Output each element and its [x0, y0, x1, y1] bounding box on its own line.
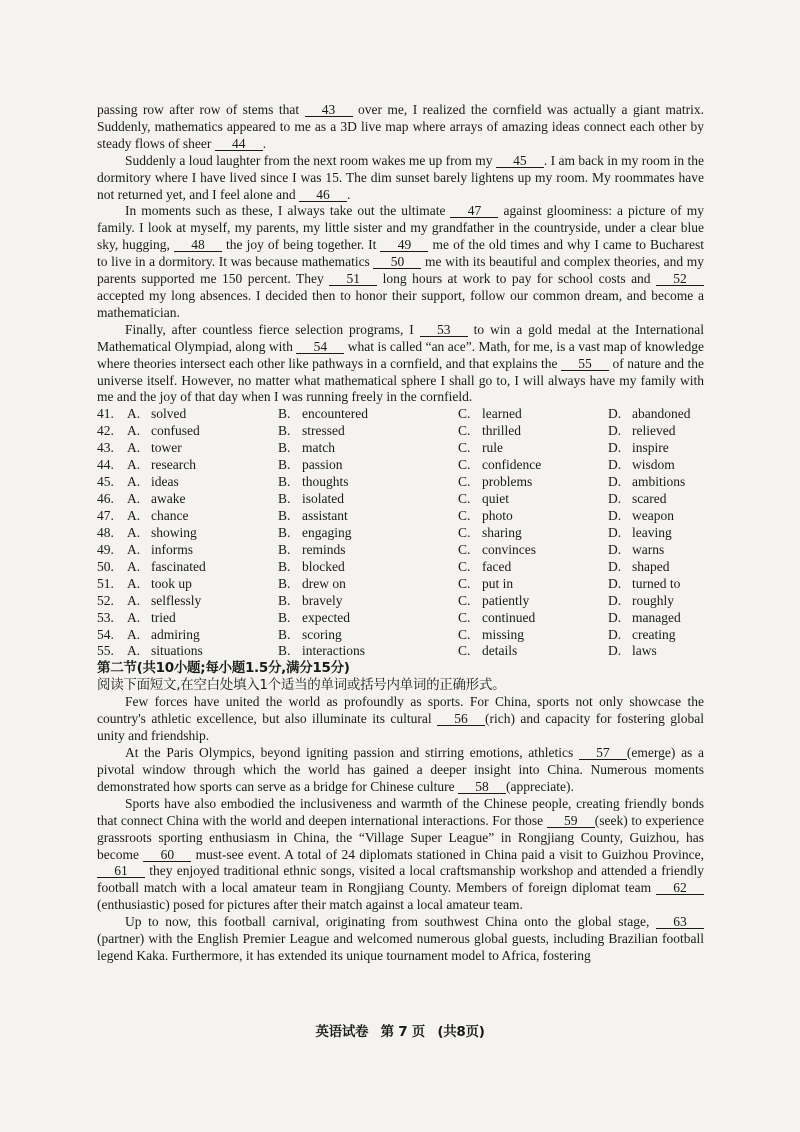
option-text: encountered — [302, 406, 368, 422]
option-c[interactable] — [458, 593, 608, 610]
option-d[interactable] — [608, 406, 704, 423]
option-text: bravely — [302, 592, 343, 608]
option-b[interactable] — [278, 491, 458, 508]
option-text: blocked — [302, 558, 345, 574]
option-text: passion — [302, 457, 343, 473]
option-c[interactable] — [458, 610, 608, 627]
paragraph-text: (enthusiastic) posed for pictures after their match against a local amateur team. — [97, 897, 523, 913]
option-a[interactable] — [127, 643, 278, 660]
option-text: engaging — [302, 524, 352, 540]
option-a[interactable] — [127, 457, 278, 474]
paragraph-text: . I am back in my room in the dormitory where I have lived since I was 15. The dim sunset barely lightens up my room. My roommates have not returned yet, and I feel alone and — [97, 152, 705, 202]
option-d[interactable] — [608, 610, 704, 627]
option-a[interactable] — [127, 423, 278, 440]
option-letter: B. — [278, 474, 291, 490]
paragraph-text: accepted my long absences. I decided then to honor their support, follow our common dream, and become a mathematician. — [97, 287, 704, 320]
option-letter: A. — [127, 406, 141, 422]
option-b[interactable] — [278, 627, 458, 644]
option-b[interactable] — [278, 610, 458, 627]
option-text: interactions — [302, 643, 365, 659]
option-text: put in — [482, 575, 514, 591]
option-letter: A. — [127, 457, 141, 473]
paragraph-text: me with its beautiful and complex theories, and my parents supported me 150 percent. They — [97, 254, 705, 287]
option-c[interactable] — [458, 542, 608, 559]
option-d[interactable] — [608, 643, 704, 660]
paragraph-text: they enjoyed traditional ethnic songs, visited a local craftsmanship workshop and attended a friendly football match with a local amateur team in Rongjiang County. Members of foreign diplomat team — [97, 863, 704, 896]
option-text: assistant — [302, 507, 348, 523]
answer-blank[interactable]: 62 — [656, 881, 704, 895]
question-number: 51. — [97, 575, 114, 591]
option-text: confidence — [482, 457, 542, 473]
option-letter: D. — [608, 474, 622, 490]
option-text: missing — [482, 626, 525, 642]
paragraph — [97, 102, 704, 153]
paragraph — [97, 153, 704, 204]
paragraph-text: Suddenly a loud laughter from the next room wakes me up from my — [125, 152, 496, 168]
option-c[interactable] — [458, 643, 608, 660]
option-row — [97, 406, 704, 423]
option-text: thrilled — [482, 423, 521, 439]
option-letter: C. — [458, 440, 471, 456]
paragraph-text: (seek) to experience grassroots sporting enthusiasm in China, the “Village Super League” in Rongjiang County, Guizhou, has become — [97, 812, 704, 862]
option-d[interactable] — [608, 525, 704, 542]
paragraph-text: to win a gold medal at the International Mathematical Olympiad, along with — [97, 321, 705, 354]
option-d[interactable] — [608, 542, 704, 559]
option-letter: C. — [458, 626, 471, 642]
option-row — [97, 440, 704, 457]
option-text: creating — [632, 626, 676, 642]
option-b[interactable] — [278, 440, 458, 457]
option-row — [97, 457, 704, 474]
option-letter: C. — [458, 457, 471, 473]
answer-blank[interactable]: 52 — [656, 272, 704, 286]
option-a[interactable] — [127, 406, 278, 423]
option-letter: C. — [458, 541, 471, 557]
option-text: inspire — [632, 440, 669, 456]
option-letter: D. — [608, 541, 622, 557]
option-letter: A. — [127, 491, 141, 506]
option-text: learned — [482, 406, 522, 422]
option-text: weapon — [632, 507, 674, 523]
option-text: solved — [151, 406, 187, 422]
answer-blank[interactable]: 60 — [143, 848, 191, 862]
question-number: 50. — [97, 558, 114, 574]
option-letter: A. — [127, 440, 141, 456]
option-letter: D. — [608, 423, 622, 439]
footer-page-number: 第 7 页 — [380, 1024, 425, 1040]
paragraph-text: Up to now, this football carnival, originating from southwest China onto the global stage, — [125, 914, 656, 930]
answer-blank[interactable]: 51 — [329, 272, 377, 286]
option-letter: B. — [278, 406, 291, 422]
paragraph — [97, 796, 704, 914]
option-letter: A. — [127, 524, 141, 540]
option-text: awake — [151, 491, 186, 506]
option-letter: A. — [127, 575, 141, 591]
paragraph-text: At the Paris Olympics, beyond igniting passion and stirring emotions, athletics — [125, 745, 579, 761]
section-title: 第二节(共10小题;每小题1.5分,满分15分) — [97, 660, 350, 677]
option-a[interactable] — [127, 491, 278, 508]
option-letter: D. — [608, 507, 622, 523]
answer-blank[interactable]: 45 — [496, 154, 544, 168]
paragraph-text: . — [347, 186, 351, 202]
question-number: 55. — [97, 643, 114, 659]
option-a[interactable] — [127, 440, 278, 457]
answer-blank[interactable]: 49 — [380, 238, 428, 252]
option-a[interactable] — [127, 627, 278, 644]
option-c[interactable] — [458, 457, 608, 474]
option-text: roughly — [632, 592, 674, 608]
option-text: patiently — [482, 592, 530, 608]
option-b[interactable] — [278, 542, 458, 559]
paragraph-text: what is called “an ace”. Math, for me, is a vast map of knowledge where theories intersect each other like pathways in a cornfield, and that explains the — [97, 338, 704, 371]
option-d[interactable] — [608, 559, 704, 576]
answer-blank[interactable]: 54 — [296, 340, 344, 354]
question-number: 48. — [97, 524, 114, 540]
cloze-passage — [97, 102, 704, 406]
option-a[interactable] — [127, 508, 278, 525]
option-text: abandoned — [632, 406, 691, 422]
option-text: rule — [482, 440, 503, 456]
paragraph — [97, 322, 704, 407]
option-b[interactable] — [278, 643, 458, 660]
section-instruction: 阅读下面短文,在空白处填入1个适当的单词或括号内单词的正确形式。 — [97, 677, 506, 694]
option-text: fascinated — [151, 558, 206, 574]
option-a[interactable] — [127, 525, 278, 542]
option-letter: C. — [458, 609, 471, 625]
paragraph-text: me of the old times and why I came to Bucharest to live in a dormitory. It was because mathematics — [97, 237, 704, 270]
option-letter: A. — [127, 423, 141, 439]
option-text: isolated — [302, 491, 344, 506]
option-text: turned to — [632, 575, 681, 591]
option-text: laws — [632, 643, 657, 659]
option-text: shaped — [632, 558, 670, 574]
option-letter: B. — [278, 507, 291, 523]
option-letter: D. — [608, 491, 622, 506]
option-letter: D. — [608, 558, 622, 574]
option-d[interactable] — [608, 474, 704, 491]
option-b[interactable] — [278, 593, 458, 610]
option-letter: A. — [127, 474, 141, 490]
answer-blank[interactable]: 63 — [656, 915, 704, 929]
option-letter: B. — [278, 592, 291, 608]
option-row — [97, 593, 704, 610]
option-letter: B. — [278, 626, 291, 642]
option-c[interactable] — [458, 440, 608, 457]
page-footer — [0, 1020, 800, 1040]
option-d[interactable] — [608, 593, 704, 610]
option-row — [97, 627, 704, 644]
answer-blank[interactable]: 57 — [579, 746, 627, 760]
option-b[interactable] — [278, 457, 458, 474]
option-letter: B. — [278, 643, 291, 659]
paragraph — [97, 694, 704, 745]
option-letter: D. — [608, 524, 622, 540]
question-number: 54. — [97, 626, 114, 642]
question-number: 52. — [97, 592, 114, 608]
option-c[interactable] — [458, 474, 608, 491]
option-letter: D. — [608, 609, 622, 625]
option-a[interactable] — [127, 559, 278, 576]
option-d[interactable] — [608, 627, 704, 644]
paragraph-text: passing row after row of stems that — [97, 102, 305, 117]
option-b[interactable] — [278, 525, 458, 542]
footer-subject: 英语试卷 — [315, 1024, 369, 1040]
option-b[interactable] — [278, 559, 458, 576]
option-text: tower — [151, 440, 182, 456]
option-d[interactable] — [608, 440, 704, 457]
option-text: confused — [151, 423, 200, 439]
option-text: match — [302, 440, 335, 456]
option-letter: A. — [127, 507, 141, 523]
option-text: ideas — [151, 474, 179, 490]
option-row — [97, 508, 704, 525]
option-text: managed — [632, 609, 681, 625]
option-letter: C. — [458, 524, 471, 540]
answer-blank[interactable]: 48 — [174, 238, 222, 252]
option-text: drew on — [302, 575, 346, 591]
option-letter: D. — [608, 643, 622, 659]
option-row — [97, 542, 704, 559]
question-number: 49. — [97, 541, 114, 557]
answer-blank[interactable]: 47 — [450, 204, 498, 218]
option-text: admiring — [151, 626, 200, 642]
paragraph-text: (emerge) as a pivotal window through which the world has gained a deeper insight into China. Numerous moments demonstrated how sports can serve as a bridge for Chinese culture — [97, 745, 704, 794]
option-text: ambitions — [632, 474, 686, 490]
option-letter: D. — [608, 626, 622, 642]
question-number: 45. — [97, 474, 114, 490]
question-number: 44. — [97, 457, 114, 473]
option-letter: B. — [278, 541, 291, 557]
paragraph-text: of nature and the universe itself. However, no matter what mathematical sphere I shall go to, I will always have my family with me and the joy of that day when I was running freely in the cornfield. — [97, 355, 704, 405]
option-letter: A. — [127, 541, 141, 557]
option-letter: C. — [458, 643, 471, 659]
option-text: details — [482, 643, 518, 659]
option-letter: C. — [458, 558, 471, 574]
option-d[interactable] — [608, 491, 704, 508]
paragraph-text: against gloominess: a picture of my family. I look at myself, my parents, my little sister and my grandfather in the countryside, under a clear blue sky, hugging, — [97, 203, 704, 253]
option-letter: C. — [458, 474, 471, 490]
option-c[interactable] — [458, 406, 608, 423]
option-d[interactable] — [608, 457, 704, 474]
answer-blank[interactable]: 53 — [420, 323, 468, 337]
option-text: relieved — [632, 423, 676, 439]
option-letter: C. — [458, 592, 471, 608]
option-letter: B. — [278, 524, 291, 540]
option-c[interactable] — [458, 423, 608, 440]
option-c[interactable] — [458, 576, 608, 593]
question-number: 53. — [97, 609, 114, 625]
option-text: problems — [482, 474, 533, 490]
question-number: 46. — [97, 491, 114, 506]
option-a[interactable] — [127, 576, 278, 593]
option-text: quiet — [482, 491, 509, 506]
option-c[interactable] — [458, 491, 608, 508]
option-b[interactable] — [278, 576, 458, 593]
grammar-fill-passage — [97, 694, 704, 965]
option-d[interactable] — [608, 508, 704, 525]
paragraph-text: Few forces have united the world as profoundly as sports. For China, sports not only showcase the country's athletic excellence, but also illuminate its cultural — [97, 694, 704, 727]
option-letter: A. — [127, 592, 141, 608]
option-row — [97, 525, 704, 542]
option-row — [97, 559, 704, 576]
option-text: situations — [151, 643, 203, 659]
option-letter: C. — [458, 423, 471, 439]
option-c[interactable] — [458, 525, 608, 542]
paragraph-text: over me, I realized the cornfield was actually a giant matrix. Suddenly, mathematics appeared to me as a 3D live map where arrays of amazing ideas connect each other by steady flows of sheer — [97, 102, 704, 151]
option-b[interactable] — [278, 406, 458, 423]
option-text: leaving — [632, 524, 672, 540]
option-letter: D. — [608, 575, 622, 591]
option-letter: A. — [127, 643, 141, 659]
option-b[interactable] — [278, 423, 458, 440]
option-text: sharing — [482, 524, 522, 540]
option-text: took up — [151, 575, 192, 591]
option-text: continued — [482, 609, 536, 625]
answer-blank[interactable]: 56 — [437, 712, 485, 726]
option-letter: C. — [458, 575, 471, 591]
option-letter: D. — [608, 440, 622, 456]
option-text: tried — [151, 609, 176, 625]
option-text: scared — [632, 491, 667, 506]
option-text: photo — [482, 507, 513, 523]
option-b[interactable] — [278, 474, 458, 491]
paragraph-text: Finally, after countless fierce selection programs, I — [125, 321, 420, 337]
paragraph-text: the joy of being together. It — [222, 237, 381, 253]
option-d[interactable] — [608, 576, 704, 593]
footer-total-pages: (共8页) — [437, 1024, 485, 1040]
paragraph — [97, 914, 704, 965]
option-row — [97, 576, 704, 593]
option-letter: C. — [458, 507, 471, 523]
option-letter: C. — [458, 491, 471, 506]
option-text: expected — [302, 609, 350, 625]
paragraph — [97, 203, 704, 321]
option-row — [97, 474, 704, 491]
option-letter: D. — [608, 406, 622, 422]
option-text: warns — [632, 541, 665, 557]
question-number: 41. — [97, 406, 114, 422]
option-letter: B. — [278, 609, 291, 625]
option-a[interactable] — [127, 542, 278, 559]
option-text: research — [151, 457, 196, 473]
option-a[interactable] — [127, 474, 278, 491]
option-text: selflessly — [151, 592, 202, 608]
paragraph-text: long hours at work to pay for school costs and — [377, 271, 656, 287]
option-c[interactable] — [458, 508, 608, 525]
option-a[interactable] — [127, 593, 278, 610]
paragraph-text: (rich) and capacity for fostering global unity and friendship. — [97, 711, 704, 744]
paragraph-text: In moments such as these, I always take out the ultimate — [125, 203, 451, 219]
option-letter: B. — [278, 491, 291, 506]
option-row — [97, 423, 704, 440]
question-number: 42. — [97, 423, 114, 439]
option-letter: B. — [278, 423, 291, 439]
question-number: 43. — [97, 440, 114, 456]
paragraph-text: must-see event. A total of 24 diplomats stationed in China paid a visit to Guizhou Province, — [191, 846, 704, 862]
answer-blank[interactable]: 61 — [97, 864, 145, 878]
answer-blank[interactable]: 59 — [547, 814, 595, 828]
option-text: faced — [482, 558, 512, 574]
option-a[interactable] — [127, 610, 278, 627]
option-d[interactable] — [608, 423, 704, 440]
option-letter: A. — [127, 609, 141, 625]
option-letter: B. — [278, 440, 291, 456]
option-letter: D. — [608, 592, 622, 608]
answer-blank[interactable]: 50 — [373, 255, 421, 269]
option-letter: B. — [278, 558, 291, 574]
cloze-options-list — [97, 406, 704, 660]
option-letter: C. — [458, 406, 471, 422]
answer-blank[interactable]: 44 — [215, 137, 263, 151]
paragraph-text: . — [262, 135, 267, 151]
option-text: thoughts — [302, 474, 349, 490]
option-text: wisdom — [632, 457, 675, 473]
option-letter: A. — [127, 558, 141, 574]
paragraph-text: Sports have also embodied the inclusiveness and warmth of the Chinese people, creating friendly bonds that connect China with the world and deepen international interactions. For those — [97, 795, 704, 828]
option-text: scoring — [302, 626, 342, 642]
paragraph-text: (appreciate). — [506, 778, 574, 794]
option-text: convinces — [482, 541, 536, 557]
option-c[interactable] — [458, 627, 608, 644]
answer-blank[interactable]: 46 — [299, 188, 347, 202]
option-letter: B. — [278, 457, 291, 473]
option-letter: D. — [608, 457, 622, 473]
answer-blank[interactable]: 43 — [305, 103, 353, 117]
answer-blank[interactable]: 58 — [458, 780, 506, 794]
paragraph-text: (partner) with the English Premier League and welcomed numerous global guests, including Brazilian football legend Kaka. Furthermore, it has extended its unique tournament model to Africa, fostering — [97, 931, 704, 963]
answer-blank[interactable]: 55 — [561, 357, 609, 371]
option-row — [97, 643, 704, 660]
option-text: chance — [151, 507, 189, 523]
paragraph — [97, 745, 704, 796]
option-text: informs — [151, 541, 193, 557]
option-text: stressed — [302, 423, 345, 439]
option-row — [97, 491, 704, 508]
option-row — [97, 610, 704, 627]
question-number: 47. — [97, 507, 114, 523]
option-text: reminds — [302, 541, 346, 557]
option-c[interactable] — [458, 559, 608, 576]
option-b[interactable] — [278, 508, 458, 525]
option-letter: B. — [278, 575, 291, 591]
option-text: showing — [151, 524, 197, 540]
option-letter: A. — [127, 626, 141, 642]
